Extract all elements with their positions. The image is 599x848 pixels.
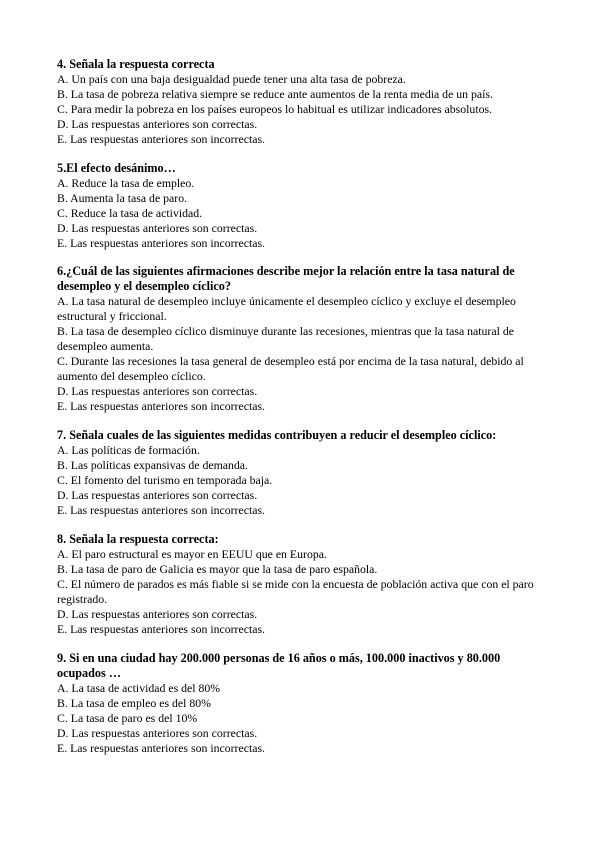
option-c: C. Durante las recesiones la tasa general de desempleo está por encima de la tasa natural, debido al aumento del desempleo cíclico.	[57, 354, 524, 383]
option-d: D. Las respuestas anteriores son correctas.	[57, 607, 258, 621]
option-c: C. Para medir la pobreza en los países europeos lo habitual es utilizar indicadores absolutos.	[57, 102, 493, 116]
question-title: 6.¿Cuál de las siguientes afirmaciones describe mejor la relación entre la tasa natural de desempleo y el desempleo cíclico?	[57, 264, 515, 293]
option-a: A. Las políticas de formación.	[57, 443, 200, 457]
question-4	[57, 57, 547, 147]
option-e: E. Las respuestas anteriores son incorrectas.	[57, 236, 266, 250]
option-d: D. Las respuestas anteriores son correctas.	[57, 384, 258, 398]
option-list	[57, 294, 547, 414]
option-e: E. Las respuestas anteriores son incorrectas.	[57, 622, 266, 636]
option-b: B. La tasa de paro de Galicia es mayor que la tasa de paro española.	[57, 562, 378, 576]
option-e: E. Las respuestas anteriores son incorrectas.	[57, 399, 266, 413]
question-title: 7. Señala cuales de las siguientes medidas contribuyen a reducir el desempleo cíclico:	[57, 428, 497, 442]
exam-page	[57, 57, 547, 770]
option-list	[57, 547, 547, 637]
option-c: C. La tasa de paro es del 10%	[57, 711, 198, 725]
option-d: D. Las respuestas anteriores son correctas.	[57, 221, 258, 235]
option-c: C. El número de parados es más fiable si se mide con la encuesta de población activa que con el paro registrado.	[57, 577, 534, 606]
option-d: D. Las respuestas anteriores son correctas.	[57, 117, 258, 131]
option-d: D. Las respuestas anteriores son correctas.	[57, 726, 258, 740]
option-list	[57, 72, 547, 147]
option-d: D. Las respuestas anteriores son correctas.	[57, 488, 258, 502]
option-b: B. La tasa de empleo es del 80%	[57, 696, 211, 710]
option-e: E. Las respuestas anteriores son incorrectas.	[57, 503, 266, 517]
option-b: B. Las políticas expansivas de demanda.	[57, 458, 248, 472]
option-a: A. La tasa de actividad es del 80%	[57, 681, 221, 695]
option-c: C. Reduce la tasa de actividad.	[57, 206, 203, 220]
question-7	[57, 428, 547, 518]
option-a: A. Reduce la tasa de empleo.	[57, 176, 195, 190]
question-title: 8. Señala la respuesta correcta:	[57, 532, 219, 546]
option-a: A. El paro estructural es mayor en EEUU que en Europa.	[57, 547, 327, 561]
option-list	[57, 443, 547, 518]
option-b: B. La tasa de desempleo cíclico disminuye durante las recesiones, mientras que la tasa natural de desempleo aumenta.	[57, 324, 514, 353]
question-9	[57, 651, 547, 756]
question-title: 9. Si en una ciudad hay 200.000 personas de 16 años o más, 100.000 inactivos y 80.000 ocupados …	[57, 651, 501, 680]
option-c: C. El fomento del turismo en temporada baja.	[57, 473, 273, 487]
option-list	[57, 681, 547, 756]
option-a: A. La tasa natural de desempleo incluye únicamente el desempleo cíclico y excluye el desempleo estructural y friccional.	[57, 294, 516, 323]
option-b: B. La tasa de pobreza relativa siempre se reduce ante aumentos de la renta media de un país.	[57, 87, 493, 101]
option-list	[57, 176, 547, 251]
question-8	[57, 532, 547, 637]
question-5	[57, 161, 547, 251]
question-title: 5.El efecto desánimo…	[57, 161, 176, 175]
option-e: E. Las respuestas anteriores son incorrectas.	[57, 741, 266, 755]
question-title: 4. Señala la respuesta correcta	[57, 57, 215, 71]
option-a: A. Un país con una baja desigualdad puede tener una alta tasa de pobreza.	[57, 72, 406, 86]
option-b: B. Aumenta la tasa de paro.	[57, 191, 188, 205]
option-e: E. Las respuestas anteriores son incorrectas.	[57, 132, 266, 146]
question-6	[57, 264, 547, 414]
